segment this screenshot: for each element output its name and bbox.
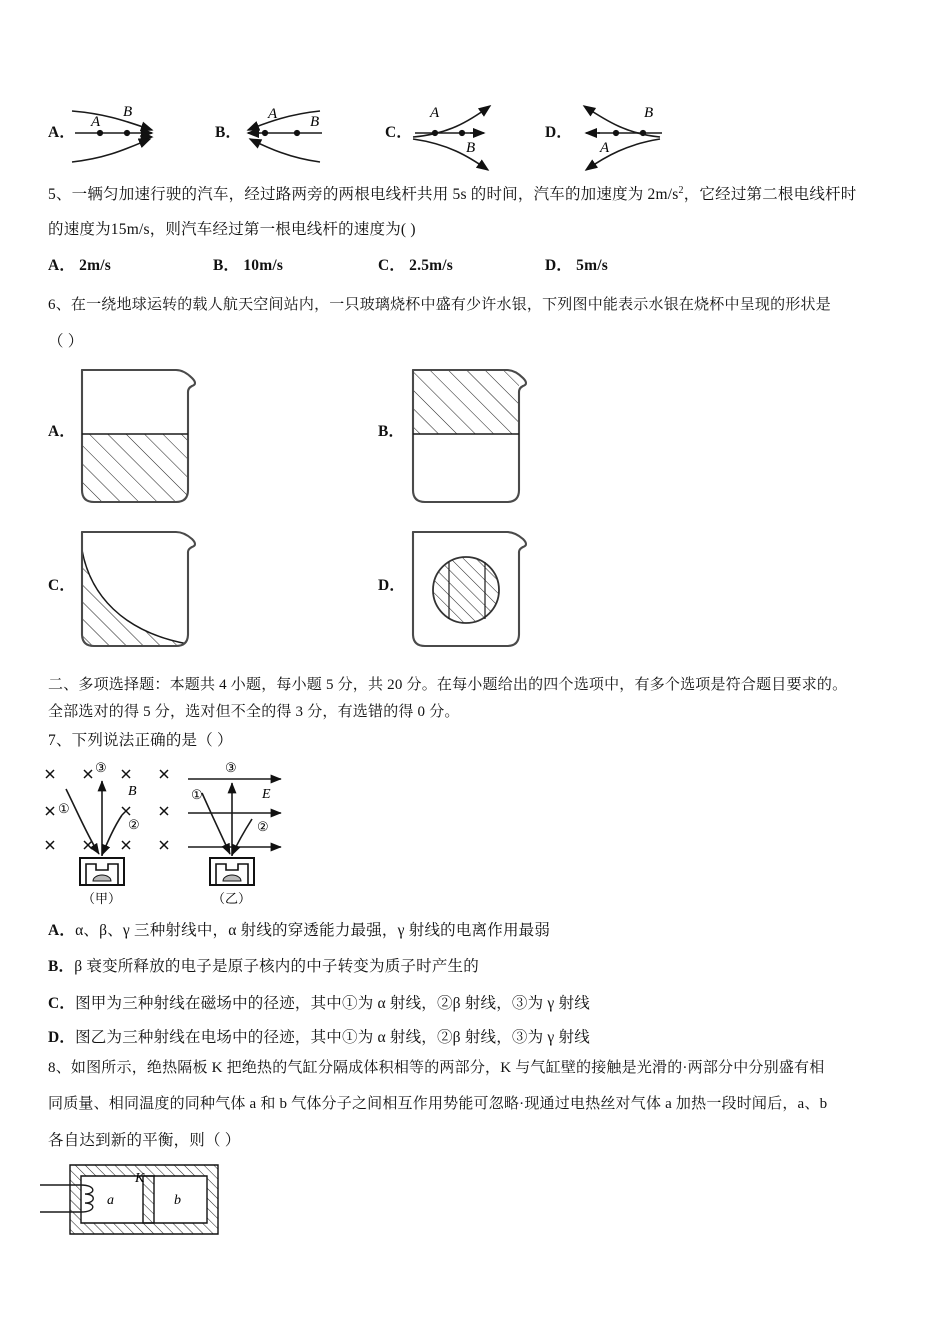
ray-1-jia [66,789,99,854]
q7-option-c[interactable] [48,996,590,1012]
q7-jia-caption: （甲） [82,891,122,906]
q5-option-d-label: D． [545,257,573,274]
q4-a-label-B: B [123,104,133,120]
q7-option-a[interactable] [48,923,550,939]
q6-option-label-d: D． [378,577,406,594]
section2-line1: 二、多项选择题：本题共 4 小题，每小题 5 分，共 20 分。在每小题给出的四个选项中，有多个选项是符合题目要求的。 [48,677,848,693]
q6-option-label-a: A． [48,423,76,440]
q7-yi-ray1-label: ① [191,787,203,802]
q4-c-label-B: B [466,140,476,156]
q6-beaker-b [403,362,533,510]
q4-b-label-A: A [268,106,278,122]
q7-yi-ray3-label: ③ [225,760,237,775]
q5-option-a[interactable] [48,258,111,274]
q4-option-label-c: C． [385,124,413,141]
q7-figure-yi [188,760,281,906]
q4-a-label-A: A [91,114,101,130]
q7-option-c-label: C． [48,995,76,1012]
q8-stem-line1: 8、如图所示，绝热隔板 K 把绝热的气缸分隔成体积相等的两部分，K 与气缸壁的接触是光滑的·两部分中分别盛有相 [48,1060,825,1076]
q7-yi-caption: （乙） [212,891,252,906]
q5-option-b-text: 10m/s [243,257,284,274]
q7-option-c-text: 图甲为三种射线在磁场中的径迹，其中①为 α 射线，②β 射线，③为 γ 射线 [75,995,590,1012]
q4-d-label-A: A [600,140,610,156]
q8-chamber-b-label: b [174,1193,181,1208]
q5-option-d[interactable] [545,258,608,274]
q4-option-label-d: D． [545,124,573,141]
q6-beaker-a [72,362,202,510]
q5-option-c-label: C． [378,257,406,274]
q5-option-a-text: 2m/s [79,257,111,274]
q5-stem-line1 [48,186,856,203]
q4-figure-a [72,111,152,162]
q6-stem-line2: （ ） [48,333,84,350]
q7-jia-ray3-label: ③ [95,760,107,775]
source-box-jia [80,858,124,885]
q5-option-b-label: B． [213,257,240,274]
q7-option-b-text: β 衰变所释放的电子是原子核内的中子转变为质子时产生的 [74,958,479,975]
q7-stem: 7、下列说法正确的是（ ） [48,732,233,749]
ray-1-yi [202,793,230,854]
q5-option-d-text: 5m/s [576,257,608,274]
q5-option-a-label: A． [48,257,76,274]
q6-option-label-b: B． [378,423,405,440]
partition-k [143,1176,154,1223]
q8-partition-label: K [135,1171,145,1186]
q6-option-label-c: C． [48,577,76,594]
q4-c-label-A: A [430,105,440,121]
q7-figure [36,757,336,907]
q7-jia-field-label: B [128,784,137,799]
heating-coil [81,1185,93,1212]
q4-b-label-B: B [310,114,320,130]
q7-figure-jia [46,760,168,906]
q4-option-label-a: A． [48,124,76,141]
section2-line2: 全部选对的得 5 分，选对但不全的得 3 分，有选错的得 0 分。 [48,704,460,720]
ray-2-jia [102,815,122,855]
q5-option-b[interactable] [213,258,283,274]
q5-stem-line1-tail: ，它经过第二根电线杆时 [683,186,857,204]
q7-option-d[interactable] [48,1030,590,1046]
q5-stem-line2: 的速度为15m/s，则汽车经过第一根电线杆的速度为( ) [48,221,416,238]
source-box-yi [210,858,254,885]
q7-jia-ray1-label: ① [58,801,70,816]
q5-stem-superscript: 2 [678,185,684,196]
q6-beaker-d [403,524,533,654]
q4-options-figure-row [0,92,950,177]
q8-stem-line3: 各自达到新的平衡，则（ ） [48,1132,241,1149]
q7-option-b-label: B． [48,958,75,975]
q7-yi-field-label: E [262,787,271,802]
q6-stem-line1: 6、在一绕地球运转的载人航天空间站内，一只玻璃烧杯中盛有少许水银，下列图中能表示水银在烧杯中呈现的形状是 [48,297,831,313]
q7-option-a-text: α、β、γ 三种射线中，α 射线的穿透能力最强，γ 射线的电离作用最弱 [75,922,551,939]
q4-option-label-b: B． [215,124,242,141]
q8-stem-line2: 同质量、相同温度的同种气体 a 和 b 气体分子之间相互作用势能可忽略·现通过电热丝对气体 a 加热一段时闻后，a、b [48,1096,828,1112]
q8-chamber-a-label: a [107,1193,114,1208]
q6-beaker-c [72,524,202,654]
q7-option-a-label: A． [48,922,76,939]
q7-option-d-text: 图乙为三种射线在电场中的径迹，其中①为 α 射线，②β 射线，③为 γ 射线 [75,1029,590,1046]
ray-2-yi [232,819,252,855]
q4-d-label-B: B [644,105,654,121]
q8-cylinder-figure [40,1160,300,1255]
q5-stem-line1-text: 5、一辆匀加速行驶的汽车，经过路两旁的两根电线杆共用 5s 的时间，汽车的加速度为 2m/s [48,186,679,204]
q5-option-c[interactable] [378,258,453,274]
q7-yi-ray2-label: ② [257,819,269,834]
q4-figure-c [413,106,490,170]
q7-option-b[interactable] [48,959,479,975]
q7-option-d-label: D． [48,1029,76,1046]
q7-jia-ray2-label: ② [128,817,140,832]
q5-option-c-text: 2.5m/s [409,257,453,274]
